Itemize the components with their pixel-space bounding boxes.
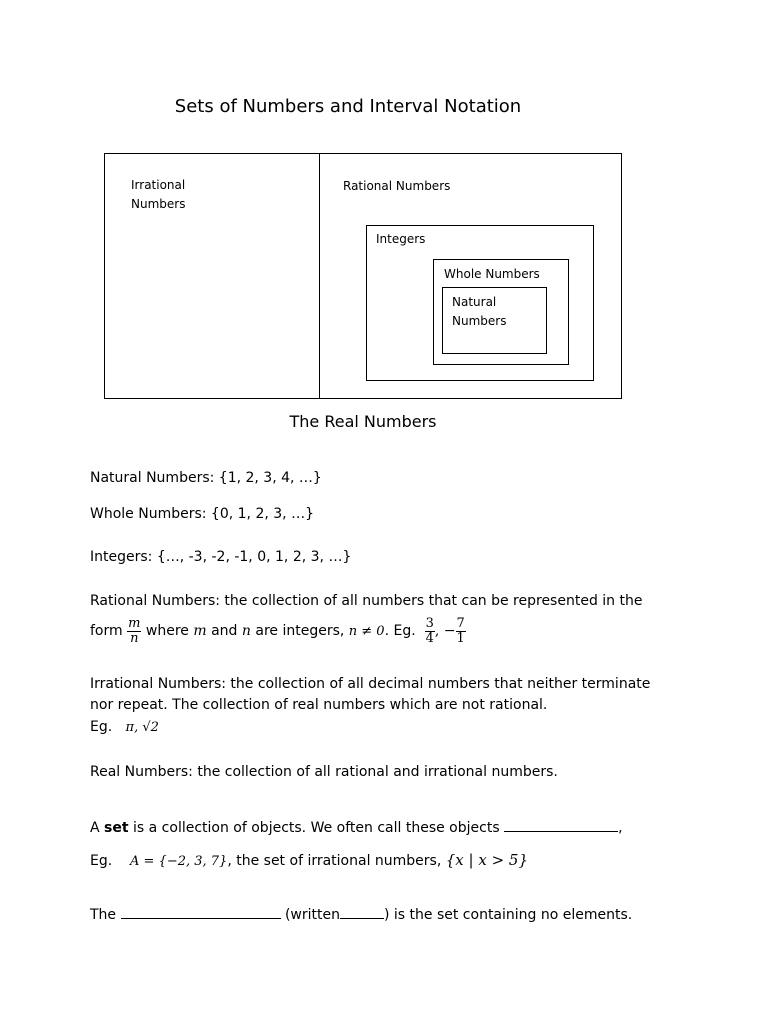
natural-label-line2: Numbers bbox=[452, 314, 507, 328]
empty-set-symbol-blank bbox=[340, 904, 384, 919]
irrational-divider bbox=[319, 154, 320, 398]
fraction-denominator: n bbox=[130, 630, 139, 646]
where-word: where bbox=[145, 623, 189, 639]
form-word: form bbox=[90, 623, 123, 639]
rational-def-line2 bbox=[90, 614, 466, 649]
irrational-examples: π, √2 bbox=[125, 720, 159, 735]
m-over-n-fraction bbox=[127, 617, 141, 646]
example-set-a: A = {−2, 3, 7} bbox=[130, 854, 228, 869]
example-num-1: 3 bbox=[425, 615, 434, 631]
example-fraction-1 bbox=[425, 617, 435, 646]
natural-numbers-def: Natural Numbers: {1, 2, 3, 4, …} bbox=[90, 470, 322, 486]
real-numbers-def: Real Numbers: the collection of all rational and irrational numbers. bbox=[90, 764, 558, 780]
example-den-2: 1 bbox=[456, 630, 465, 646]
var-m: m bbox=[193, 623, 207, 639]
are-integers-text: are integers, bbox=[255, 623, 345, 639]
integers-def: Integers: {…, -3, -2, -1, 0, 1, 2, 3, …} bbox=[90, 549, 352, 565]
page-title: Sets of Numbers and Interval Notation bbox=[174, 96, 522, 117]
rational-label: Rational Numbers bbox=[343, 179, 451, 193]
set-trailing-comma: , bbox=[618, 820, 623, 836]
and-word: and bbox=[211, 623, 238, 639]
empty-end: ) is the set containing no elements. bbox=[383, 907, 633, 923]
a-prefix: A bbox=[90, 820, 100, 836]
empty-the: The bbox=[90, 907, 117, 923]
empty-set-line bbox=[90, 904, 632, 926]
example-den-1: 4 bbox=[425, 630, 434, 646]
example-fraction-2 bbox=[456, 617, 466, 646]
irrational-def-line2: nor repeat. The collection of real numbers which are not rational. bbox=[90, 697, 548, 713]
irrational-label-line1: Irrational bbox=[131, 178, 186, 192]
natural-label-line1: Natural bbox=[452, 295, 497, 309]
irrational-eg-line bbox=[90, 717, 159, 738]
rational-def-line1: Rational Numbers: the collection of all numbers that can be represented in the bbox=[90, 593, 643, 609]
diagram-caption: The Real Numbers bbox=[289, 412, 437, 431]
fraction-numerator: m bbox=[128, 615, 141, 631]
example-num-2: 7 bbox=[456, 615, 465, 631]
set-builder-example: {x | x > 5} bbox=[445, 851, 529, 869]
var-n: n bbox=[241, 623, 251, 639]
set-example-line bbox=[90, 850, 528, 872]
integers-label: Integers bbox=[376, 232, 426, 246]
n-not-zero: n ≠ 0 bbox=[348, 624, 385, 639]
natural-numbers-box bbox=[442, 287, 547, 354]
whole-numbers-def: Whole Numbers: {0, 1, 2, 3, …} bbox=[90, 506, 314, 522]
example-separator: , − bbox=[434, 623, 456, 639]
set-word: set bbox=[104, 820, 129, 836]
objects-blank bbox=[504, 817, 618, 832]
eg-prefix: Eg. bbox=[90, 853, 113, 869]
empty-written: (written bbox=[284, 907, 340, 923]
irrational-label-line2: Numbers bbox=[131, 197, 186, 211]
eg-text: . Eg. bbox=[384, 623, 416, 639]
irrational-def-line1: Irrational Numbers: the collection of all decimal numbers that neither terminate bbox=[90, 676, 651, 692]
natural-numbers-label bbox=[452, 293, 506, 331]
example-middle-text: , the set of irrational numbers, bbox=[227, 853, 442, 869]
set-definition-line bbox=[90, 817, 623, 839]
irrational-eg-label: Eg. bbox=[90, 719, 113, 735]
set-definition-text: is a collection of objects. We often call these objects bbox=[133, 820, 500, 836]
irrational-label bbox=[131, 176, 185, 214]
whole-numbers-label: Whole Numbers bbox=[444, 267, 540, 281]
empty-set-name-blank bbox=[121, 904, 281, 919]
